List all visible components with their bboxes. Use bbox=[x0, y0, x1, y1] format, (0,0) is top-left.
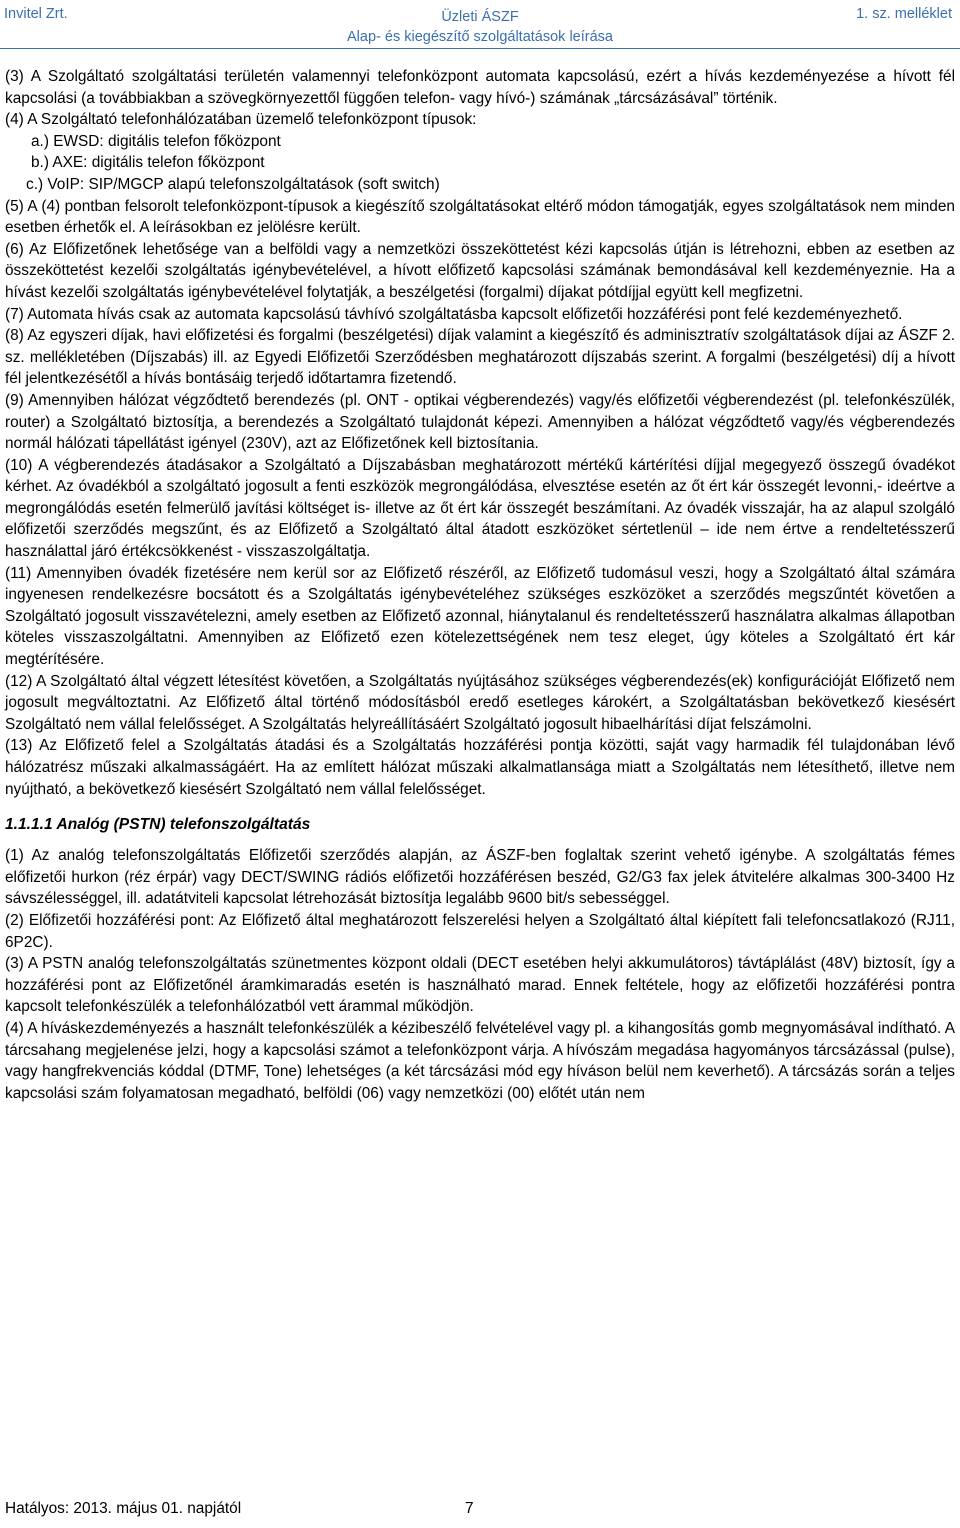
pstn-paragraph-4: (4) A híváskezdeményezés a használt telefonkészülék a kézibeszélő felvételével vagy pl. a kihangosítás gomb megnyomásával indítható. A tárcsahang megjelenése jelzi, hogy a kapcsolási számot a telefonközpont várja. A hívószám megadása hagyományos tárcsázással (pulse), vagy hangfrekvenciás kóddal (DTMF, Tone) lehetséges (a két tárcsázási mód egy híváson belül nem keverhető). A tárcsázás során a teljes kapcsolási szám folyamatosan megadható, belföldi (06) vagy nemzetközi (00) előtét után nem bbox=[5, 1019, 955, 1102]
paragraph-5: (5) A (4) pontban felsorolt telefonközpont-típusok a kiegészítő szolgáltatásokat eltérő módon támogatják, egyes szolgáltatások nem minden esetben érhetők el. A leírásokban ez jelölésre került. bbox=[5, 197, 955, 237]
paragraph-7: (7) Automata hívás csak az automata kapcsolású távhívó szolgáltatásba kapcsolt előfizetői hozzáférési pont felé kezdeményezhető. bbox=[5, 305, 903, 323]
header-doc-subtitle: Alap- és kiegészítő szolgáltatások leírása bbox=[347, 29, 613, 45]
paragraph-4: (4) A Szolgáltató telefonhálózatában üzemelő telefonközpont típusok: bbox=[5, 111, 477, 129]
header-doc-title: Üzleti ÁSZF bbox=[441, 9, 519, 25]
page-footer bbox=[5, 1500, 955, 1518]
paragraph-13: (13) Az Előfizető felel a Szolgáltatás átadási és a Szolgáltatás hozzáférési pontja közötti, saját vagy harmadik fél tulajdonában lévő hálózatrész műszaki alkalmasságáért. Ha az említett hálózat műszaki alkalmatlansága miatt a Szolgáltatás nem létesíthető, illetve nem nyújtható, a bekövetkező kiesésért Szolgáltató nem vállal felelősséget. bbox=[5, 737, 955, 798]
header-annex: 1. sz. melléklet bbox=[856, 6, 952, 22]
type-item-b: b.) AXE: digitális telefon főközpont bbox=[31, 154, 265, 172]
paragraph-10: (10) A végberendezés átadásakor a Szolgáltató a Díjszabásban meghatározott mértékű kártérítési díjjal megegyező összegű óvadékot kérhet. Az óvadékból a szolgáltató jogosult a fenti eszközök megrongálódása, elvesztése esetén az őt ért kár összegét levonni,- ideértve a megrongálódás esetén felmerülő javítási költséget is- illetve az őt ért kár összegét beszámítani. Az óvadék visszajár, ha az alapul szolgáló előfizetői szerződés megszűnt, és az Előfizető a Szolgáltató által átadott eszközöket sértetlenül – ide nem értve a rendeltetésszerű használattal járó értékcsökkenést - visszaszolgáltatja. bbox=[5, 456, 955, 561]
type-item-c: c.) VoIP: SIP/MGCP alapú telefonszolgáltatások (soft switch) bbox=[26, 175, 440, 193]
pstn-paragraph-3: (3) A PSTN analóg telefonszolgáltatás szünetmentes központ oldali (DECT esetében helyi akkumulátoros) távtáplálást (48V) biztosít, így a hozzáférési pont az Előfizetőnél áramkimaradás esetén is használható marad. Ennek feltétele, hogy az előfizetői hozzáférési pontra kapcsolt telefonkészülék a telefonhálózatból vett árammal működjön. bbox=[5, 955, 955, 1016]
paragraph-3: (3) A Szolgáltató szolgáltatási területén valamennyi telefonközpont automata kapcsolású, ezért a hívás kezdeményezése a hívott fél kapcsolási (a továbbiakban a szövegkörnyezettől függően telefon- vagy hívó-) számának „tárcsázásával” történik. bbox=[5, 68, 955, 107]
page-header bbox=[0, 4, 960, 46]
pstn-paragraph-1: (1) Az analóg telefonszolgáltatás Előfizetői szerződés alapján, az ÁSZF-ben foglaltak szerint vehető igénybe. A szolgáltatás fémes előfizetői hurkon (réz érpár) vagy DECT/SWING rádiós előfizetői hozzáférésen beszéd, G2/G3 fax jelek átvitelére alkalmas 300-3400 Hz sávszélességgel, ill. adatátviteli kapcsolat létrehozását biztosítja legalább 9600 bit/s sebességgel. bbox=[5, 847, 955, 908]
page-number: 7 bbox=[465, 1500, 474, 1517]
paragraph-12: (12) A Szolgáltató által végzett létesítést követően, a Szolgáltatás nyújtásához szükséges végberendezés(ek) konfigurációját Előfizető nem jogosult megváltoztatni. Az Előfizető által történő módosításból eredő esetleges károkért, a Szolgáltatásban bekövetkező kiesésért Szolgáltató nem vállal felelősséget. A Szolgáltatás helyreállításáért Szolgáltató jogosult hibaelhárítási díjat felszámolni. bbox=[5, 672, 955, 733]
pstn-paragraph-2: (2) Előfizetői hozzáférési pont: Az Előfizető által meghatározott felszerelési helyen a Szolgáltató által kiépített fali telefoncsatlakozó (RJ11, 6P2C). bbox=[5, 911, 955, 951]
type-item-a: a.) EWSD: digitális telefon főközpont bbox=[31, 132, 281, 150]
document-body bbox=[5, 66, 955, 1104]
header-company: Invitel Zrt. bbox=[4, 6, 68, 22]
paragraph-6: (6) Az Előfizetőnek lehetősége van a belföldi vagy a nemzetközi összeköttetést kézi kapcsolás útján is létrehozni, ebben az esetben az összeköttetést kezelői szolgáltatás igénybevételével, a hívott előfizető kapcsolási számának bemondásával kell kezdeményeznie. Ha a hívást kezelői szolgáltatás igénybevételével folytatják, a beszélgetési (forgalmi) díjakat pótdíjjal együtt kell megfizetni. bbox=[5, 240, 955, 301]
header-center bbox=[0, 7, 960, 47]
paragraph-8: (8) Az egyszeri díjak, havi előfizetési és forgalmi (beszélgetési) díjak valamint a kiegészítő és adminisztratív szolgáltatások díjai az ÁSZF 2. sz. mellékletében (Díjszabás) ill. az Egyedi Előfizetői Szerződésben meghatározott díjszabás szerint. A forgalmi (beszélgetési) díj a hívott fél jelentkezésétől a hívás bontásáig terjedő időtartamra fizetendő. bbox=[5, 327, 955, 388]
section-heading: 1.1.1.1 Analóg (PSTN) telefonszolgáltatás bbox=[5, 816, 311, 834]
header-divider bbox=[0, 48, 960, 49]
paragraph-9: (9) Amennyiben hálózat végződtető berendezés (pl. ONT - optikai végberendezés) vagy/és előfizetői végberendezést (pl. telefonkészülék, router) a Szolgáltató biztosítja, a berendezés a Szolgáltató tulajdonát képezi. Amennyiben a hálózat végződtető vagy/és végberendezés normál hálózati tápellátást igényel (230V), azt az Előfizetőnek kell biztosítania. bbox=[5, 391, 955, 453]
paragraph-11: (11) Amennyiben óvadék fizetésére nem kerül sor az Előfizető részéről, az Előfizető tudomásul veszi, hogy a Szolgáltató által számára ingyenesen rendelkezésre bocsátott és a Szolgáltatás igénybevételéhez szükséges eszközöket a szerződés megszűntét követően a Szolgáltató jogosult visszavételezni, amely esetben az Előfizető azonnal, hiánytalanul és rendeltetésszerű használatra alkalmas állapotban köteles visszaszolgáltatni. Amennyiben az Előfizető ezen kötelezettségének nem tesz eleget, úgy köteles a Szolgáltató ért kár megtérítésére. bbox=[5, 564, 955, 669]
footer-effective-date: Hatályos: 2013. május 01. napjától bbox=[5, 1500, 242, 1517]
